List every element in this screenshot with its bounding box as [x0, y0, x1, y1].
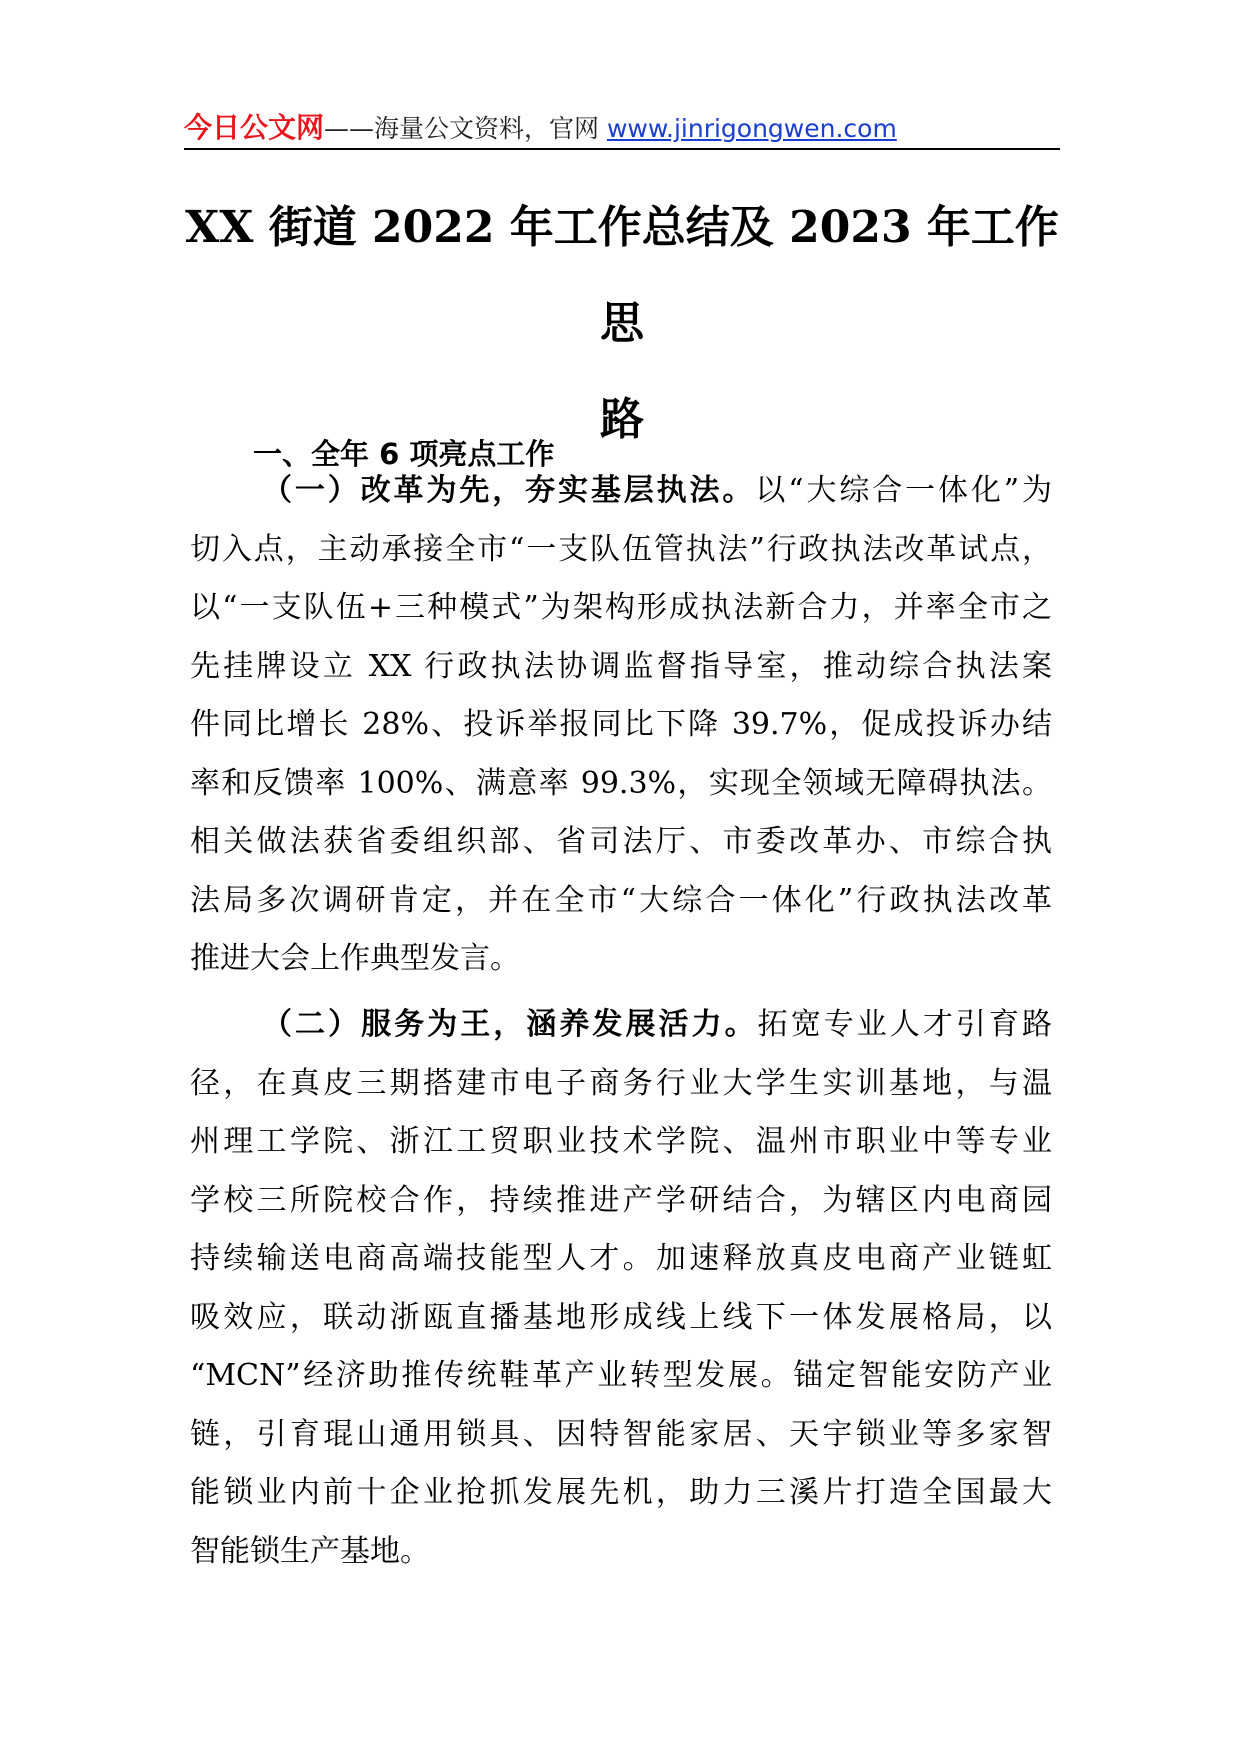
paragraph-line: 径，在真皮三期搭建市电子商务行业大学生实训基地，与温 — [190, 1065, 1052, 1101]
site-url-link[interactable]: www.jinrigongwen.com — [606, 114, 897, 143]
section-heading: 一、全年 6 项亮点工作 — [253, 437, 555, 471]
paragraph-lead: （一）改革为先，夯实基层执法。 — [262, 473, 756, 508]
paragraph-line: 相关做法获省委组织部、省司法厅、市委改革办、市综合执 — [190, 824, 1052, 859]
paragraph-line: 能锁业内前十企业抢抓发展先机，助力三溪片打造全国最大 — [190, 1475, 1052, 1510]
paragraph-line: 以“一支队伍+三种模式”为架构形成执法新合力，并率全市之 — [190, 590, 1052, 625]
paragraph-line: 链，引育琨山通用锁具、因特智能家居、天宇锁业等多家智 — [190, 1416, 1052, 1452]
paragraph-line: 推进大会上作典型发言。 — [190, 941, 520, 976]
paragraph-line: （一）改革为先，夯实基层执法。以“大综合一体化”为 — [262, 473, 1052, 508]
paragraph-line: 件同比增长 28%、投诉举报同比下降 39.7%，促成投诉办结 — [190, 707, 1052, 742]
site-brand[interactable]: 今日公文网 — [184, 111, 325, 144]
paragraph-1 — [190, 462, 1052, 989]
paragraph-line: 率和反馈率 100%、满意率 99.3%，实现全领域无障碍执法。 — [190, 765, 1052, 801]
paragraph-line: 切入点，主动承接全市“一支队伍管执法”行政执法改革试点， — [190, 531, 1052, 567]
site-tagline: ——海量公文资料，官网 — [324, 114, 607, 143]
paragraph-line: 吸效应，联动浙瓯直播基地形成线上线下一体发展格局，以 — [190, 1299, 1052, 1335]
paragraph-line: 先挂牌设立 XX 行政执法协调监督指导室，推动综合执法案 — [190, 648, 1052, 684]
header-divider — [184, 148, 1060, 150]
site-header — [184, 106, 1060, 150]
paragraph-line: 智能锁生产基地。 — [190, 1533, 430, 1569]
paragraph-lead: （二）服务为王，涵养发展活力。 — [262, 1007, 758, 1042]
title-line: XX 街道 2022 年工作总结及 2023 年工作思 — [185, 202, 1059, 349]
paragraph-2 — [190, 996, 1052, 1581]
paragraph-line: （二）服务为王，涵养发展活力。拓宽专业人才引育路 — [262, 1007, 1053, 1042]
paragraph-line: 州理工学院、浙江工贸职业技术学院、温州市职业中等专业 — [190, 1124, 1052, 1159]
paragraph-line: 法局多次调研肯定，并在全市“大综合一体化”行政执法改革 — [190, 882, 1052, 918]
document-title — [184, 180, 1060, 468]
paragraph-line: 学校三所院校合作，持续推进产学研结合，为辖区内电商园 — [190, 1182, 1052, 1218]
paragraph-line: 持续输送电商高端技能型人才。加速释放真皮电商产业链虹 — [190, 1241, 1052, 1276]
title-line: 路 — [600, 394, 644, 445]
paragraph-line: “MCN”经济助推传统鞋革产业转型发展。锚定智能安防产业 — [190, 1358, 1052, 1393]
